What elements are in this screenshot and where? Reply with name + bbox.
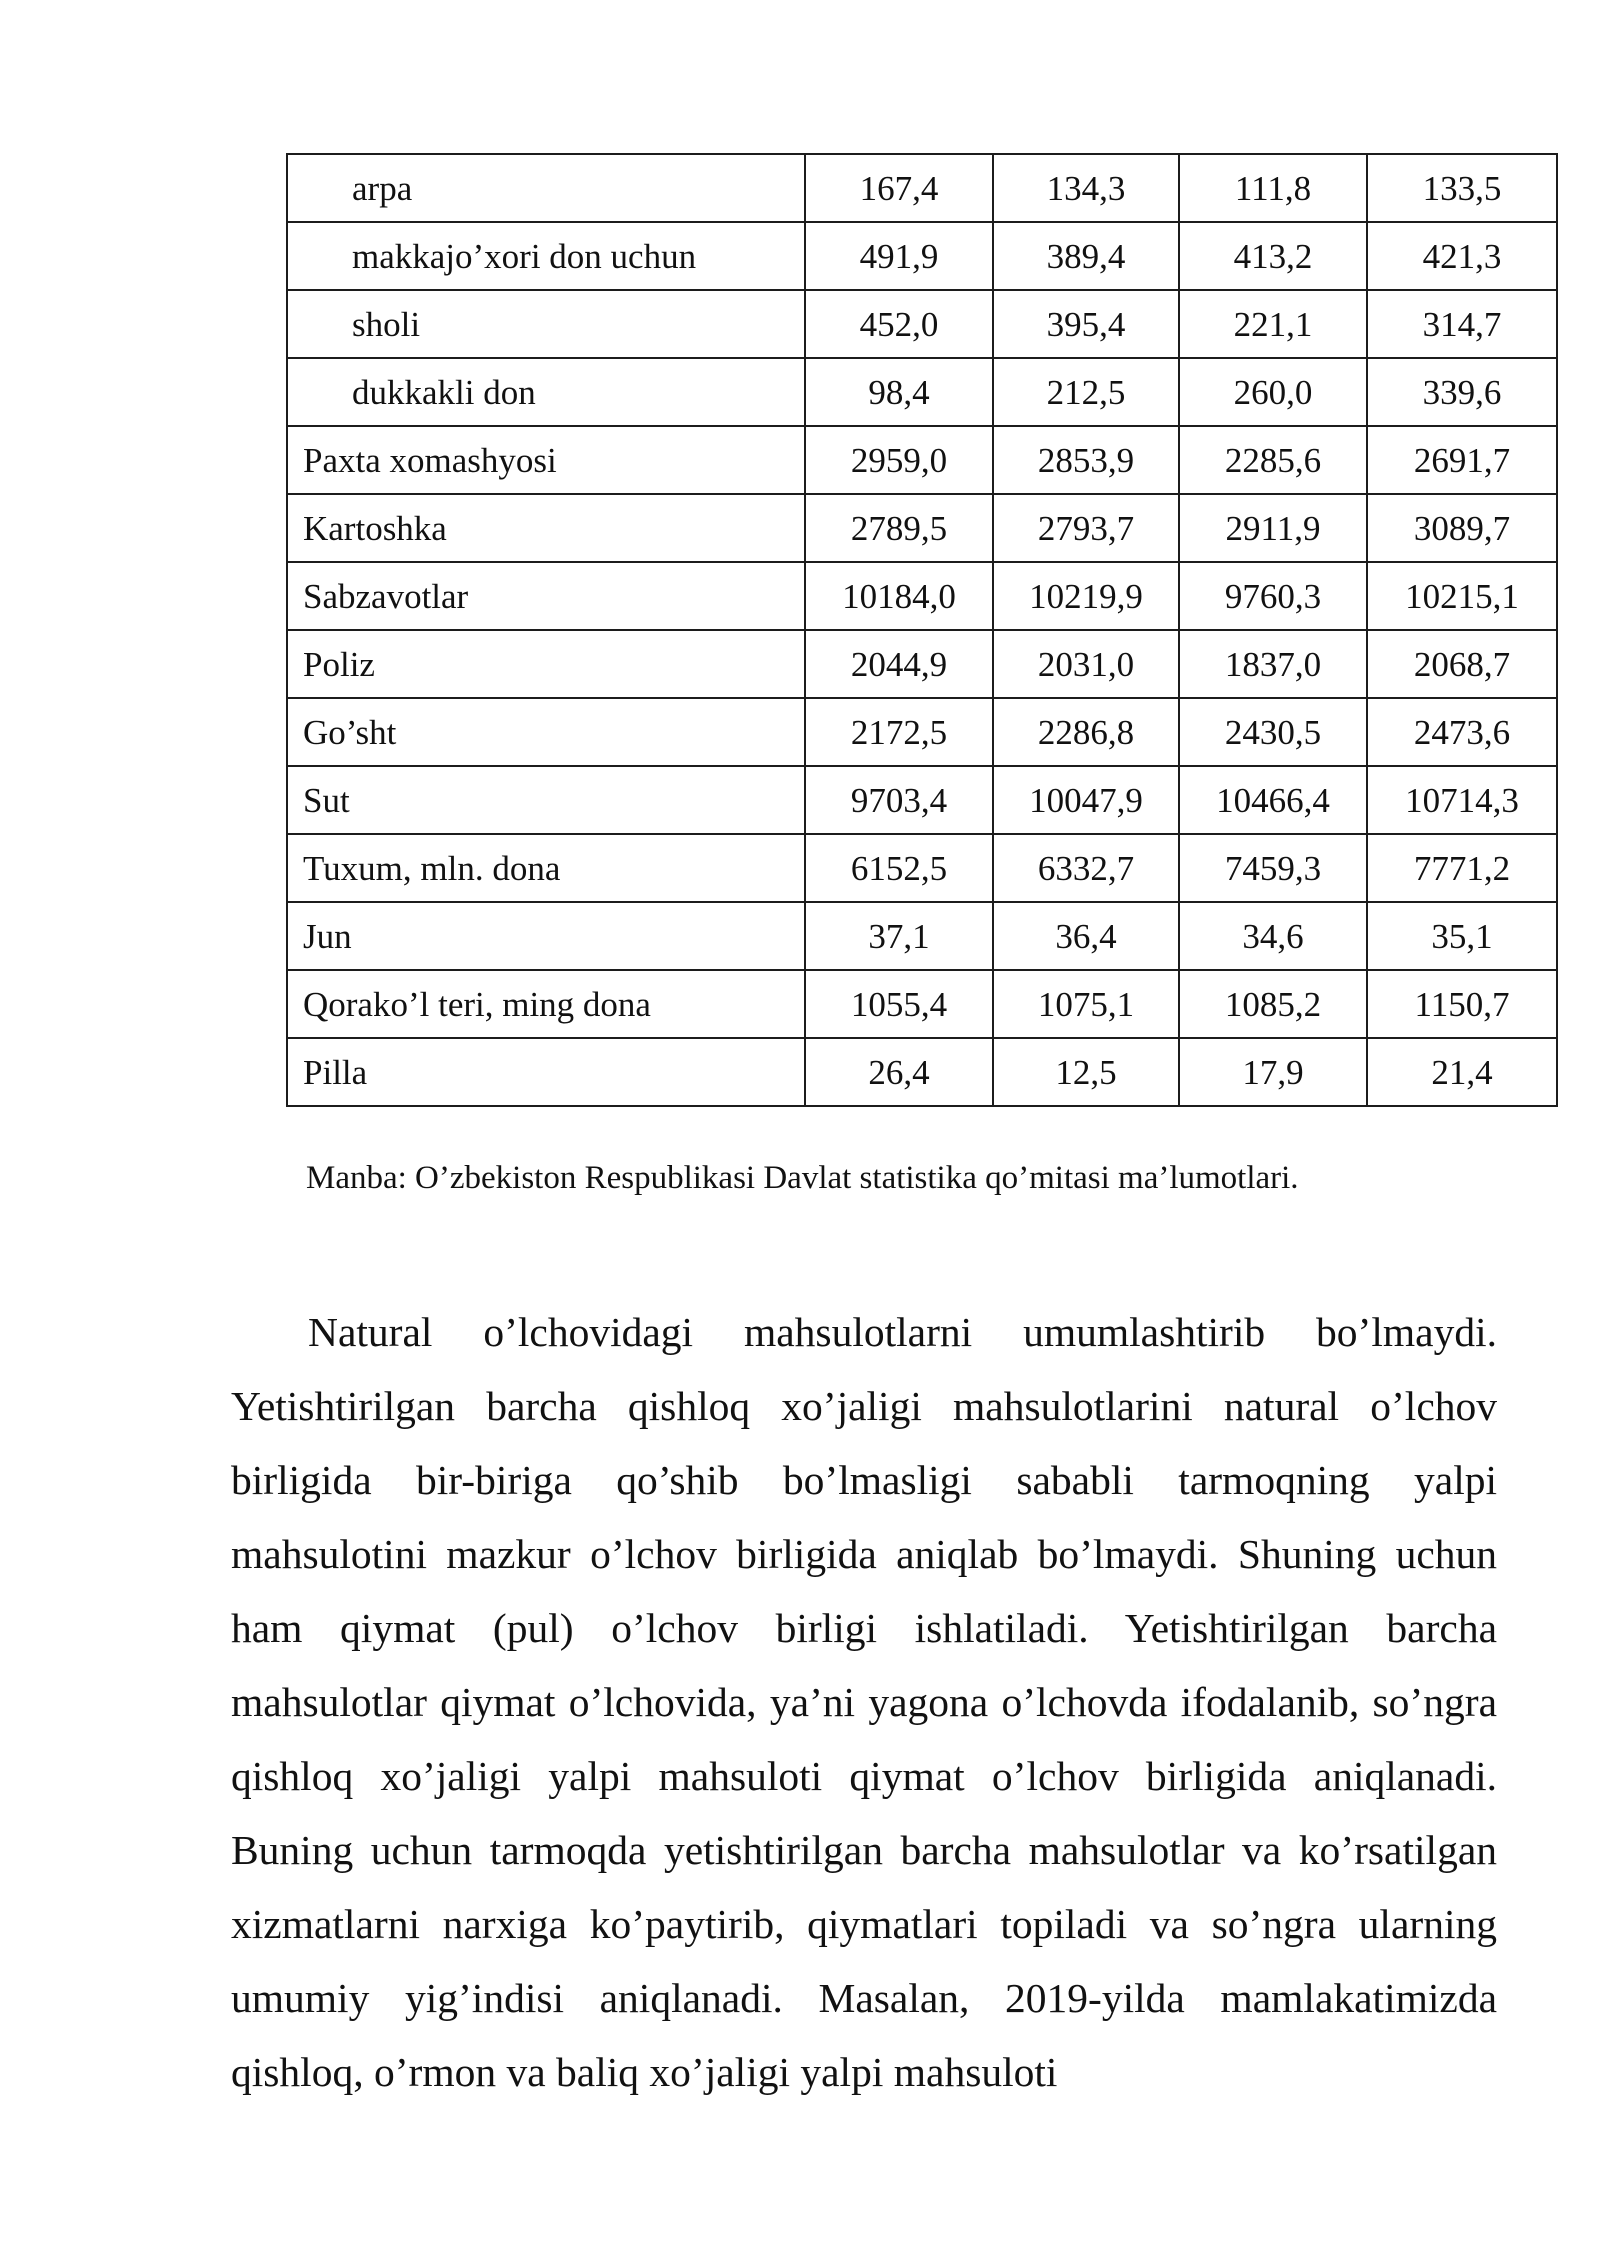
body-paragraph: Natural o’lchovidagi mahsulotlarni umumlashtirib bo’lmaydi. Yetishtirilgan barcha qishloq xo’jaligi mahsulotlarini natural o’lchov birligida bir-biriga qo’shib bo’lmasligi sababli tarmoqning yalpi mahsulotini mazkur o’lchov birligida aniqlab bo’lmaydi. Shuning uchun ham qiymat (pul) o’lchov birligi ishlatiladi. Yetishtirilgan barcha mahsulotlar qiymat o’lchovida, ya’ni yagona o’lchovda ifodalanib, so’ngra qishloq xo’jaligi yalpi mahsuloti qiymat o’lchov birligida aniqlanadi. Buning uchun tarmoqda yetishtirilgan barcha mahsulotlar va ko’rsatilgan xizmatlarni narxiga ko’paytirib, qiymatlari topiladi va so’ngra ularning umumiy yig’indisi aniqlanadi. Masalan, 2019-yilda mamlakatimizda qishloq, o’rmon va baliq xo’jaligi yalpi mahsuloti (231, 1309, 1497, 2095)
value-cell: 2793,7 (993, 494, 1179, 562)
value-cell: 2959,0 (805, 426, 993, 494)
table-row (287, 494, 1557, 562)
row-label: arpa (287, 154, 805, 222)
row-label: Sabzavotlar (287, 562, 805, 630)
value-cell: 167,4 (805, 154, 993, 222)
source-note: Manba: O’zbekiston Respublikasi Davlat statistika qo’mitasi ma’lumotlari. (306, 1160, 1299, 1196)
table-row (287, 154, 1557, 222)
table-row (287, 766, 1557, 834)
value-cell: 1085,2 (1179, 970, 1367, 1038)
value-cell: 421,3 (1367, 222, 1557, 290)
value-cell: 10047,9 (993, 766, 1179, 834)
row-label: Pilla (287, 1038, 805, 1106)
row-label: Kartoshka (287, 494, 805, 562)
value-cell: 133,5 (1367, 154, 1557, 222)
table-row (287, 222, 1557, 290)
value-cell: 2031,0 (993, 630, 1179, 698)
table-row (287, 1038, 1557, 1106)
value-cell: 10714,3 (1367, 766, 1557, 834)
value-cell: 2172,5 (805, 698, 993, 766)
row-label: dukkakli don (287, 358, 805, 426)
value-cell: 1055,4 (805, 970, 993, 1038)
value-cell: 6332,7 (993, 834, 1179, 902)
value-cell: 10466,4 (1179, 766, 1367, 834)
table-row (287, 630, 1557, 698)
value-cell: 2853,9 (993, 426, 1179, 494)
value-cell: 491,9 (805, 222, 993, 290)
value-cell: 12,5 (993, 1038, 1179, 1106)
value-cell: 134,3 (993, 154, 1179, 222)
table-row (287, 562, 1557, 630)
value-cell: 35,1 (1367, 902, 1557, 970)
value-cell: 2285,6 (1179, 426, 1367, 494)
row-label: makkajo’xori don uchun (287, 222, 805, 290)
value-cell: 2068,7 (1367, 630, 1557, 698)
value-cell: 413,2 (1179, 222, 1367, 290)
value-cell: 36,4 (993, 902, 1179, 970)
value-cell: 260,0 (1179, 358, 1367, 426)
value-cell: 452,0 (805, 290, 993, 358)
row-label: Paxta xomashyosi (287, 426, 805, 494)
production-table (286, 153, 1558, 1107)
value-cell: 21,4 (1367, 1038, 1557, 1106)
row-label: Qorako’l teri, ming dona (287, 970, 805, 1038)
value-cell: 2789,5 (805, 494, 993, 562)
table-row (287, 426, 1557, 494)
table-row (287, 698, 1557, 766)
value-cell: 9760,3 (1179, 562, 1367, 630)
row-label: sholi (287, 290, 805, 358)
value-cell: 9703,4 (805, 766, 993, 834)
value-cell: 17,9 (1179, 1038, 1367, 1106)
value-cell: 26,4 (805, 1038, 993, 1106)
row-label: Poliz (287, 630, 805, 698)
value-cell: 2044,9 (805, 630, 993, 698)
value-cell: 6152,5 (805, 834, 993, 902)
row-label: Go’sht (287, 698, 805, 766)
table-row (287, 902, 1557, 970)
value-cell: 111,8 (1179, 154, 1367, 222)
value-cell: 221,1 (1179, 290, 1367, 358)
table-row (287, 290, 1557, 358)
value-cell: 10219,9 (993, 562, 1179, 630)
table-row (287, 834, 1557, 902)
value-cell: 2286,8 (993, 698, 1179, 766)
value-cell: 1075,1 (993, 970, 1179, 1038)
value-cell: 2911,9 (1179, 494, 1367, 562)
value-cell: 3089,7 (1367, 494, 1557, 562)
value-cell: 314,7 (1367, 290, 1557, 358)
value-cell: 7771,2 (1367, 834, 1557, 902)
value-cell: 37,1 (805, 902, 993, 970)
value-cell: 10184,0 (805, 562, 993, 630)
value-cell: 1150,7 (1367, 970, 1557, 1038)
row-label: Tuxum, mln. dona (287, 834, 805, 902)
table-body (287, 154, 1557, 1106)
value-cell: 7459,3 (1179, 834, 1367, 902)
value-cell: 339,6 (1367, 358, 1557, 426)
value-cell: 34,6 (1179, 902, 1367, 970)
row-label: Jun (287, 902, 805, 970)
table-row (287, 970, 1557, 1038)
value-cell: 98,4 (805, 358, 993, 426)
value-cell: 2691,7 (1367, 426, 1557, 494)
row-label: Sut (287, 766, 805, 834)
value-cell: 10215,1 (1367, 562, 1557, 630)
value-cell: 395,4 (993, 290, 1179, 358)
value-cell: 2473,6 (1367, 698, 1557, 766)
table-row (287, 358, 1557, 426)
value-cell: 389,4 (993, 222, 1179, 290)
value-cell: 212,5 (993, 358, 1179, 426)
value-cell: 1837,0 (1179, 630, 1367, 698)
value-cell: 2430,5 (1179, 698, 1367, 766)
